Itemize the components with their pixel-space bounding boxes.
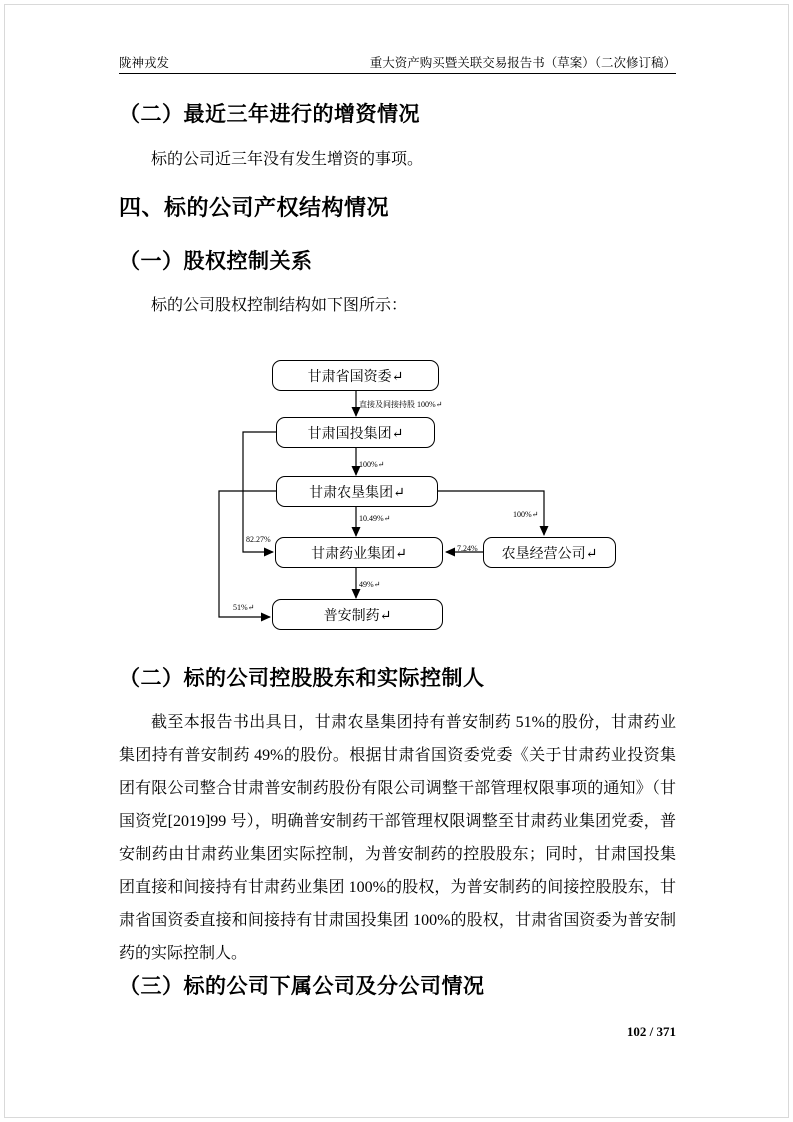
ownership-structure-diagram <box>0 355 793 647</box>
edge-label-51: 51%↵ <box>233 603 255 612</box>
para-controller-line: 截至本报告书出具日，甘肃农垦集团持有普安制药 51%的股份，甘肃药业 <box>151 714 676 731</box>
para-controller-line: 团有限公司整合甘肃普安制药股份有限公司调整干部管理权限事项的通知》（甘 <box>119 780 676 797</box>
heading-capital-increase: （二）最近三年进行的增资情况 <box>119 103 420 126</box>
para-controller-line: 安制药由甘肃药业集团实际控制，为普安制药的控股股东；同时，甘肃国投集 <box>119 846 676 863</box>
edge-label-82-27: 82.27% <box>246 535 271 544</box>
para-controller-line: 肃省国资委直接和间接持有甘肃国投集团 100%的股权，甘肃省国资委为普安制 <box>119 912 676 929</box>
edge-guotou-to-yaoye <box>243 432 276 552</box>
para-controller-line: 团直接和间接持有甘肃药业集团 100%的股权，为普安制药的间接控股股东，甘 <box>119 879 676 896</box>
para-equity-control-intro: 标的公司股权控制结构如下图所示： <box>151 297 408 314</box>
heading-chapter4: 四、标的公司产权结构情况 <box>119 195 390 220</box>
edge-label-7-24: 7.24% <box>457 544 478 553</box>
heading-subsidiaries: （三）标的公司下属公司及分公司情况 <box>119 975 485 998</box>
para-controller-line: 药的实际控制人。 <box>119 945 248 962</box>
para-capital-increase: 标的公司近三年没有发生增资的事项。 <box>151 151 424 168</box>
node-gansu-yaoye: 甘肃药业集团↵ <box>275 537 443 568</box>
edge-label-100-right: 100%↵ <box>513 510 539 519</box>
node-puan-zhiyao: 普安制药↵ <box>272 599 443 630</box>
edge-label-10-49: 10.49%↵ <box>359 514 391 523</box>
heading-equity-control: （一）股权控制关系 <box>119 250 313 273</box>
para-controller <box>119 706 676 970</box>
node-gansu-guotou: 甘肃国投集团↵ <box>276 417 435 448</box>
edge-label-49: 49%↵ <box>359 580 381 589</box>
para-controller-line: 国资党[2019]99 号），明确普安制药干部管理权限调整至甘肃药业集团党委，普 <box>119 813 676 830</box>
node-gansu-sasac: 甘肃省国资委↵ <box>272 360 439 391</box>
node-nongken-jingying: 农垦经营公司↵ <box>483 537 616 568</box>
para-controller-line: 集团持有普安制药 49%的股份。根据甘肃省国资委党委《关于甘肃药业投资集 <box>119 747 676 764</box>
node-gansu-nongken: 甘肃农垦集团↵ <box>276 476 438 507</box>
running-header <box>119 55 676 74</box>
heading-controller: （二）标的公司控股股东和实际控制人 <box>119 667 485 690</box>
edge-nongken-to-puan <box>219 491 276 617</box>
header-left-title: 陇神戎发 <box>119 56 170 70</box>
edge-label-100-guotou-nongken: 100%↵ <box>359 460 385 469</box>
page-number: 102 / 371 <box>626 1024 676 1039</box>
edge-label-direct-indirect-100: 直接及间接持股 100%↵ <box>359 400 443 409</box>
header-right-title: 重大资产购买暨关联交易报告书（草案）（二次修订稿） <box>369 56 676 70</box>
